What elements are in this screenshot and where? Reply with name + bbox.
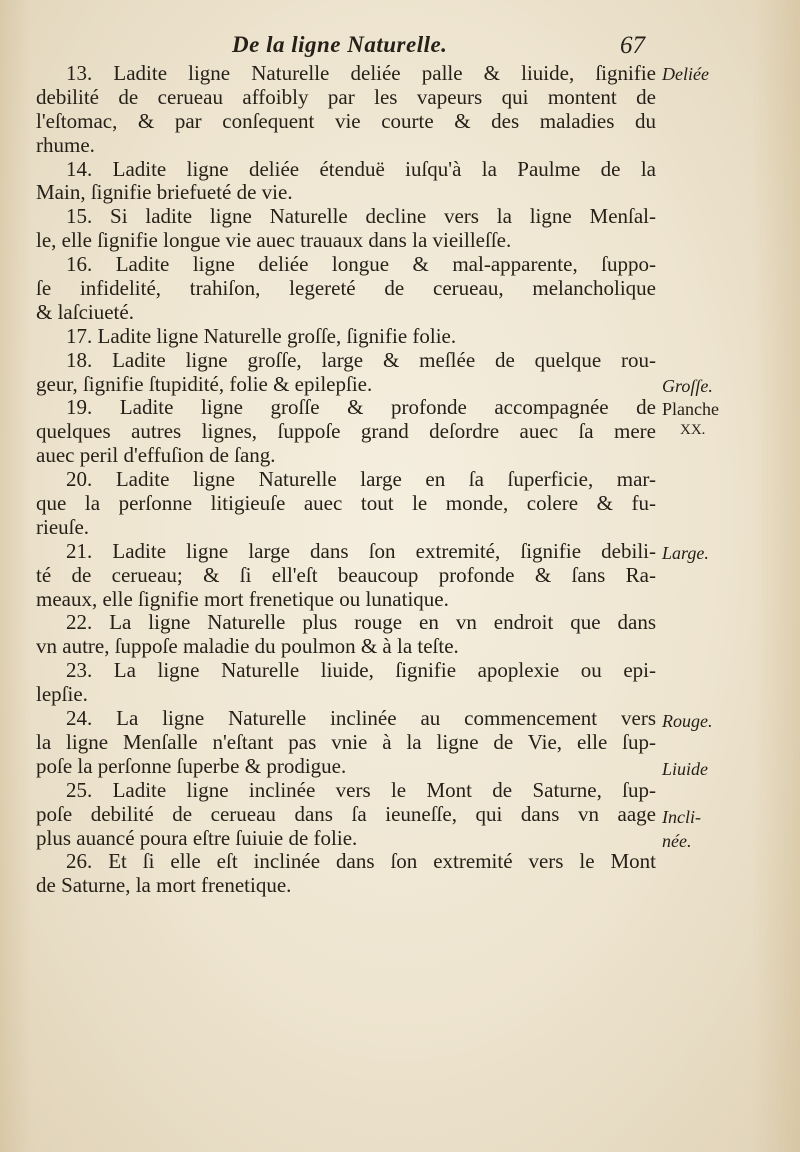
paragraph-26-line: de Saturne, la mort frenetique. (36, 873, 292, 898)
paragraph-15-line: 15. Si ladite ligne Naturelle decline vers la ligne Menſal- (66, 204, 656, 229)
margin-note-incli: Incli- (662, 807, 701, 827)
paragraph-21-line: té de cerueau; & ſi ell'eſt beaucoup profonde & ſans Ra- (36, 562, 656, 587)
paragraph-13-line: 13. Ladite ligne Naturelle deliée palle & liuide, ſignifie (66, 61, 656, 85)
paragraph-13-line: debilité de cerueau affoibly par les vapeurs qui montent de (36, 84, 656, 109)
margin-note-liuide: Liuide (662, 759, 709, 779)
paragraph-25-line: poſe debilité de cerueau dans ſa ieuneſſe, qui dans vn aage (36, 801, 656, 826)
paragraph-20-line: que la perſonne litigieuſe auec tout le monde, colere & fu- (36, 491, 656, 516)
margin-note-rouge: Rouge. (662, 711, 713, 731)
paragraph-24-line: 24. La ligne Naturelle inclinée au commencement vers (66, 706, 656, 731)
paragraph-20-line: 20. Ladite ligne Naturelle large en ſa ſuperficie, mar- (66, 467, 656, 492)
paragraph-14-line: Main, ſignifie briefueté de vie. (36, 180, 293, 205)
paragraph-13-line: l'eſtomac, & par conſequent vie courte & des maladies du (36, 108, 656, 133)
margin-note-deliee: Deliée (662, 64, 709, 84)
paragraph-25-line: 25. Ladite ligne inclinée vers le Mont de Saturne, ſup- (66, 777, 656, 802)
margin-note-planche: Planche (662, 399, 719, 419)
paragraph-25-line: plus auancé poura eſtre ſuiuie de folie. (36, 825, 358, 850)
paragraph-15-line: le, elle ſignifie longue vie auec trauaux dans la vieilleſſe. (36, 228, 512, 253)
body-text (36, 62, 656, 898)
paragraph-16-line: & laſciueté. (36, 299, 134, 324)
margin-note-nee: née. (662, 831, 692, 851)
paragraph-19-line: quelques autres lignes, ſuppoſe grand deſordre auec ſa mere (36, 419, 656, 444)
paragraph-24-line: poſe la perſonne ſuperbe & prodigue. (36, 753, 347, 778)
paragraph-21-line: meaux, elle ſignifie mort frenetique ou lunatique. (36, 586, 449, 611)
margin-note-grosse: Groſſe. (662, 376, 713, 396)
paragraph-26-line: 26. Et ſi elle eſt inclinée dans ſon extremité vers le Mont (66, 849, 656, 874)
paragraph-19-line: auec peril d'effuſion de ſang. (36, 443, 276, 468)
paragraph-24-line: la ligne Menſalle n'eſtant pas vnie à la ligne de Vie, elle ſup- (36, 729, 656, 754)
running-title: De la ligne Naturelle. (232, 32, 448, 57)
paragraph-23-line: lepſie. (36, 682, 88, 707)
margin-note-large: Large. (662, 543, 709, 563)
paragraph-19-line: 19. Ladite ligne groſſe & profonde accompagnée de (66, 395, 656, 420)
paragraph-13-line: rhume. (36, 132, 95, 157)
paragraph-16-line: ſe infidelité, trahiſon, legereté de cerueau, melancholique (36, 276, 656, 301)
paragraph-21-line: 21. Ladite ligne large dans ſon extremité, ſignifie debili- (66, 538, 656, 563)
paragraph-23-line: 23. La ligne Naturelle liuide, ſignifie apoplexie ou epi- (66, 658, 656, 683)
paragraph-16-line: 16. Ladite ligne deliée longue & mal-apparente, ſuppo- (66, 252, 656, 277)
paragraph-18-line: geur, ſignifie ſtupidité, folie & epilepſie. (36, 371, 373, 396)
page-header (0, 26, 800, 62)
paragraph-14-line: 14. Ladite ligne deliée étenduë iuſqu'à la Paulme de la (66, 156, 656, 181)
paragraph-20-line: rieuſe. (36, 514, 90, 539)
page-number: 67 (620, 32, 645, 59)
paragraph-18-line: 18. Ladite ligne groſſe, large & meſlée de quelque rou- (66, 347, 656, 372)
paragraph-17-line: 17. Ladite ligne Naturelle groſſe, ſignifie folie. (66, 323, 457, 348)
paragraph-22-line: 22. La ligne Naturelle plus rouge en vn endroit que dans (66, 610, 656, 635)
margin-note-plate-number: XX. (680, 422, 706, 438)
paragraph-22-line: vn autre, ſuppoſe maladie du poulmon & à la teſte. (36, 634, 459, 659)
